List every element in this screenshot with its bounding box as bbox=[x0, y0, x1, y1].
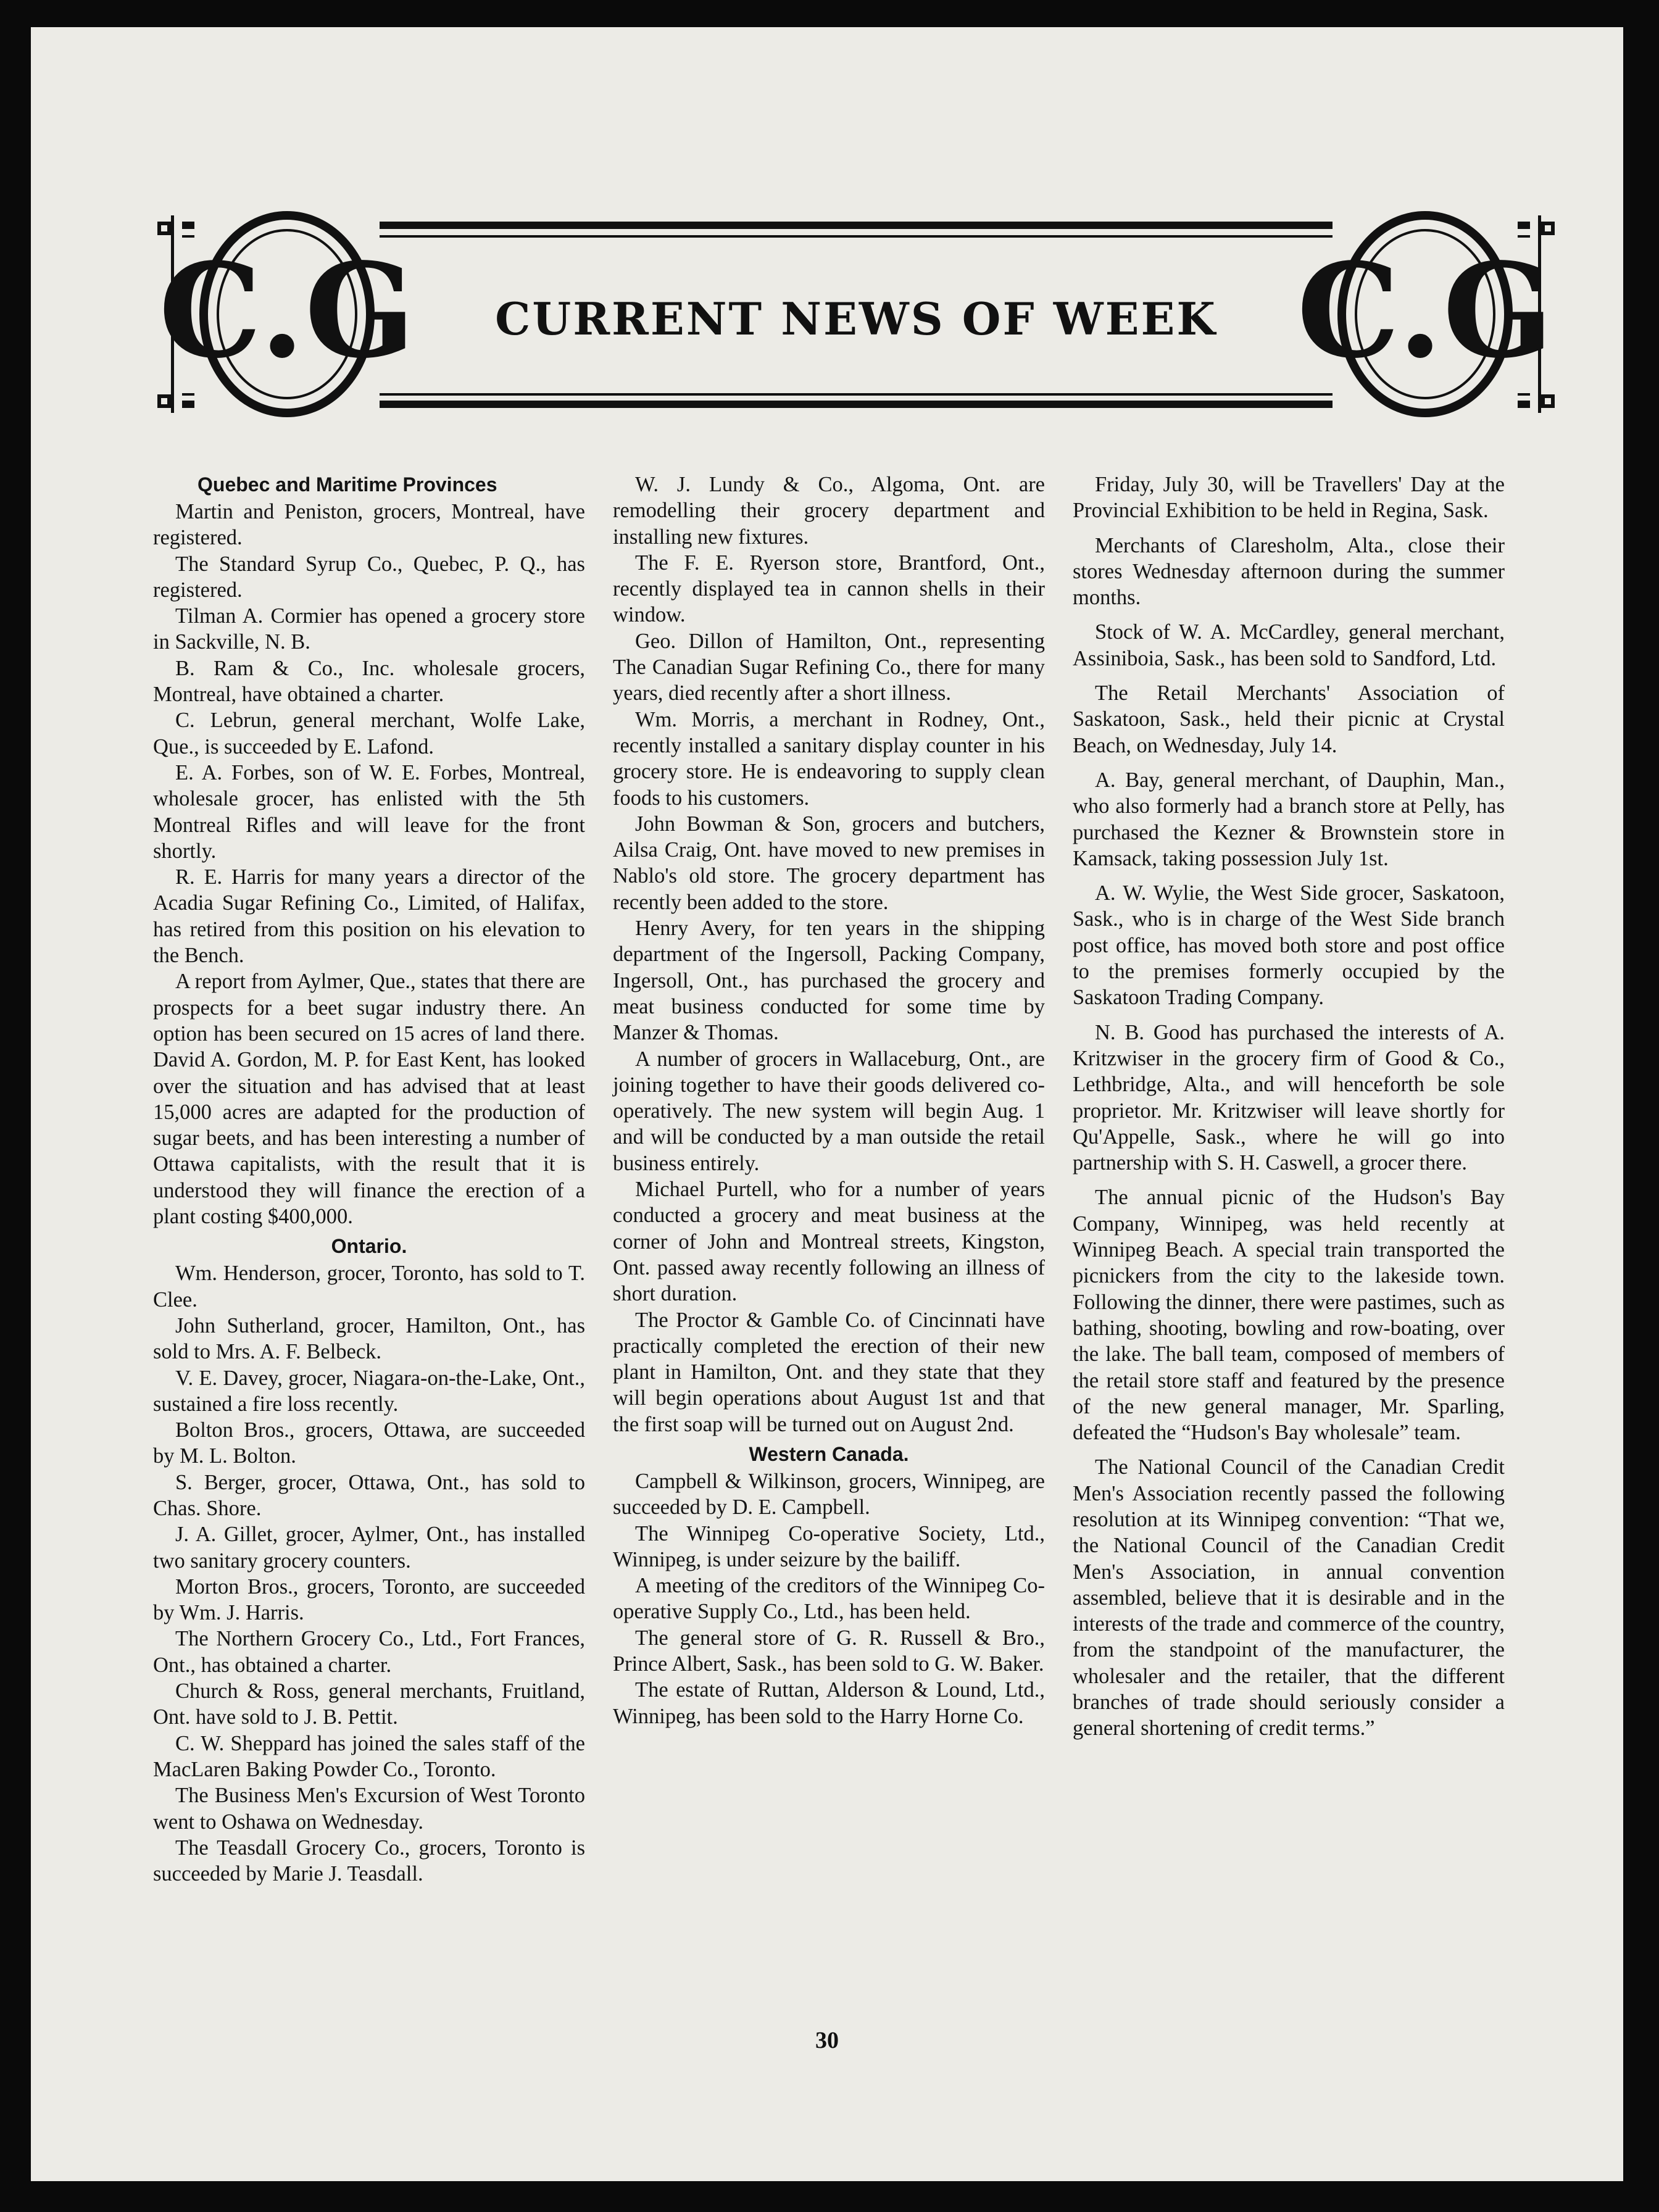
news-item: J. A. Gillet, grocer, Aylmer, Ont., has installed two sanitary grocery counters. bbox=[153, 1523, 585, 1573]
news-item: E. A. Forbes, son of W. E. Forbes, Montreal, wholesale grocer, has enlisted with the 5th Montreal Rifles and will leave for the front shortly. bbox=[153, 760, 585, 863]
news-item: N. B. Good has purchased the interests of A. Kritzwiser in the grocery firm of Good & Co., Lethbridge, Alta., and will henceforth be sole proprietor. Mr. Kritzwiser will leave shortly for Qu'Appelle, Sask., where he will go into partnership with S. H. Caswell, a grocer there. bbox=[1073, 1020, 1505, 1175]
svg-text:C.G: C.G bbox=[1297, 235, 1553, 387]
banner-title: CURRENT NEWS OF WEEK bbox=[495, 293, 1217, 345]
news-item: W. J. Lundy & Co., Algoma, Ont. are remodelling their grocery department and installing new fixtures. bbox=[613, 473, 1045, 549]
news-item: The Proctor & Gamble Co. of Cincinnati have practically completed the erection of their new plant in Hamilton, Ont. and they state that they will begin operations about August 1st and that the first soap will be turned out on August 2nd. bbox=[613, 1308, 1045, 1436]
news-item: The Standard Syrup Co., Quebec, P. Q., has registered. bbox=[153, 552, 585, 602]
news-item: The Northern Grocery Co., Ltd., Fort Frances, Ont., has obtained a charter. bbox=[153, 1627, 585, 1677]
news-item: A number of grocers in Wallaceburg, Ont., are joining together to have their goods delivered co-operatively. The new system will begin Aug. 1 and will be conducted by a man outside the retail business entirely. bbox=[613, 1047, 1045, 1175]
svg-text:C.G: C.G bbox=[159, 235, 415, 387]
cg-logo-left bbox=[159, 209, 415, 419]
news-item: B. Ram & Co., Inc. wholesale grocers, Montreal, have obtained a charter. bbox=[153, 656, 585, 707]
news-item: Morton Bros., grocers, Toronto, are succeeded by Wm. J. Harris. bbox=[153, 1574, 585, 1625]
news-item: The Teasdall Grocery Co., grocers, Toronto is succeeded by Marie J. Teasdall. bbox=[153, 1836, 585, 1886]
magazine-page bbox=[31, 27, 1623, 2181]
news-item: Stock of W. A. McCardley, general merchant, Assiniboia, Sask., has been sold to Sandford, Ltd. bbox=[1073, 620, 1505, 670]
news-item: Tilman A. Cormier has opened a grocery store in Sackville, N. B. bbox=[153, 604, 585, 654]
news-item: V. E. Davey, grocer, Niagara-on-the-Lake, Ont., sustained a fire loss recently. bbox=[153, 1366, 585, 1416]
news-item: S. Berger, grocer, Ottawa, Ont., has sold to Chas. Shore. bbox=[153, 1470, 585, 1520]
news-item: Henry Avery, for ten years in the shipping department of the Ingersoll, Packing Company, Ingersoll, Ont., has purchased the grocery and meat business conducted for some time by Manzer & Thomas. bbox=[613, 917, 1045, 1045]
column-3 bbox=[1073, 472, 1505, 1750]
news-item: The general store of G. R. Russell & Bro., Prince Albert, Sask., has been sold to G. W. Baker. bbox=[613, 1626, 1045, 1676]
news-item: The Business Men's Excursion of West Toronto went to Oshawa on Wednesday. bbox=[153, 1784, 585, 1834]
news-item: Michael Purtell, who for a number of years conducted a grocery and meat business at the corner of John and Montreal streets, Kingston, Ont. passed away recently following an illness of short duration. bbox=[613, 1178, 1045, 1306]
news-item: John Bowman & Son, grocers and butchers, Ailsa Craig, Ont. have moved to new premises in Nablo's old store. The grocery department has recently been added to the store. bbox=[613, 812, 1045, 914]
news-item: Church & Ross, general merchants, Fruitland, Ont. have sold to J. B. Pettit. bbox=[153, 1679, 585, 1729]
news-item: John Sutherland, grocer, Hamilton, Ont., has sold to Mrs. A. F. Belbeck. bbox=[153, 1313, 585, 1364]
news-item: The F. E. Ryerson store, Brantford, Ont., recently displayed tea in cannon shells in their window. bbox=[613, 551, 1045, 627]
news-item: Wm. Morris, a merchant in Rodney, Ont., recently installed a sanitary display counter in his grocery store. He is endeavoring to supply clean foods to his customers. bbox=[613, 707, 1045, 810]
column-1 bbox=[153, 472, 585, 1887]
column-2 bbox=[613, 472, 1045, 1729]
news-item: A. W. Wylie, the West Side grocer, Saskatoon, Sask., who is in charge of the West Side branch post office, has moved both store and post office to the premises formerly occupied by the Saskatoon Trading Company. bbox=[1073, 881, 1505, 1010]
news-item: A report from Aylmer, Que., states that there are prospects for a beet sugar industry there. An option has been secured on 15 acres of land there. David A. Gordon, M. P. for East Kent, has looked over the situation and has advised that at least 15,000 acres are adapted for the production of sugar beets, and has been interesting a number of Ottawa capitalists, with the result that it is understood they will finance the erection of a plant costing $400,000. bbox=[153, 970, 585, 1229]
section-heading: Western Canada. bbox=[749, 1442, 909, 1465]
news-item: A meeting of the creditors of the Winnipeg Co-operative Supply Co., Ltd., has been held. bbox=[613, 1574, 1045, 1624]
section-heading: Ontario. bbox=[331, 1235, 407, 1258]
news-item: Martin and Peniston, grocers, Montreal, have registered. bbox=[153, 500, 585, 550]
news-item: The annual picnic of the Hudson's Bay Company, Winnipeg, was held recently at Winnipeg Beach. A special train transported the picnickers from the city to the lakeside town. Following the dinner, there were pastimes, such as bathing, shooting, bowling and row-boating, over the lake. The ball team, composed of members of the retail store staff and featured by the presence of the new general manager, Mr. Sparling, defeated the “Hudson's Bay wholesale” team. bbox=[1073, 1186, 1505, 1445]
news-item: The Retail Merchants' Association of Saskatoon, Sask., held their picnic at Crystal Beach, on Wednesday, July 14. bbox=[1073, 681, 1505, 757]
news-item: Friday, July 30, will be Travellers' Day at the Provincial Exhibition to be held in Regina, Sask. bbox=[1073, 473, 1505, 523]
news-item: The National Council of the Canadian Credit Men's Association recently passed the following resolution at its Winnipeg convention: “That we, the National Council of the Canadian Credit Men's Association, in annual convention assembled, believe that it is desirable and in the interests of the trade and commerce of the country, from the standpoint of the manufacturer, the wholesaler and the retailer, that the different branches of trade should seriously consider a general shortening of credit terms.” bbox=[1073, 1455, 1505, 1740]
news-item: Campbell & Wilkinson, grocers, Winnipeg, are succeeded by D. E. Campbell. bbox=[613, 1469, 1045, 1520]
news-item: The estate of Ruttan, Alderson & Lound, Ltd., Winnipeg, has been sold to the Harry Horne Co. bbox=[613, 1678, 1045, 1728]
section-banner bbox=[157, 191, 1555, 438]
news-item: A. Bay, general merchant, of Dauphin, Man., who also formerly had a branch store at Pelly, has purchased the Kezner & Brownstein store in Kamsack, taking possession July 1st. bbox=[1073, 768, 1505, 870]
news-item: R. E. Harris for many years a director of the Acadia Sugar Refining Co., Limited, of Halifax, has retired from this position on his elevation to the Bench. bbox=[153, 865, 585, 968]
news-item: Geo. Dillon of Hamilton, Ont., representing The Canadian Sugar Refining Co., there for many years, died recently after a short illness. bbox=[613, 629, 1045, 705]
cg-logo-right bbox=[1297, 209, 1553, 419]
news-item: Merchants of Claresholm, Alta., close their stores Wednesday afternoon during the summer months. bbox=[1073, 533, 1505, 610]
news-item: C. W. Sheppard has joined the sales staff of the MacLaren Baking Powder Co., Toronto. bbox=[153, 1731, 585, 1781]
news-item: Wm. Henderson, grocer, Toronto, has sold to T. Clee. bbox=[153, 1262, 585, 1312]
news-item: Bolton Bros., grocers, Ottawa, are succeeded by M. L. Bolton. bbox=[153, 1418, 585, 1468]
cg-monogram-icon bbox=[1297, 209, 1553, 419]
section-heading: Quebec and Maritime Provinces bbox=[198, 473, 497, 496]
page-number: 30 bbox=[815, 2027, 839, 2053]
news-item: C. Lebrun, general merchant, Wolfe Lake, Que., is succeeded by E. Lafond. bbox=[153, 709, 585, 759]
cg-monogram-icon bbox=[159, 209, 415, 419]
news-item: The Winnipeg Co-operative Society, Ltd., Winnipeg, is under seizure by the bailiff. bbox=[613, 1521, 1045, 1571]
